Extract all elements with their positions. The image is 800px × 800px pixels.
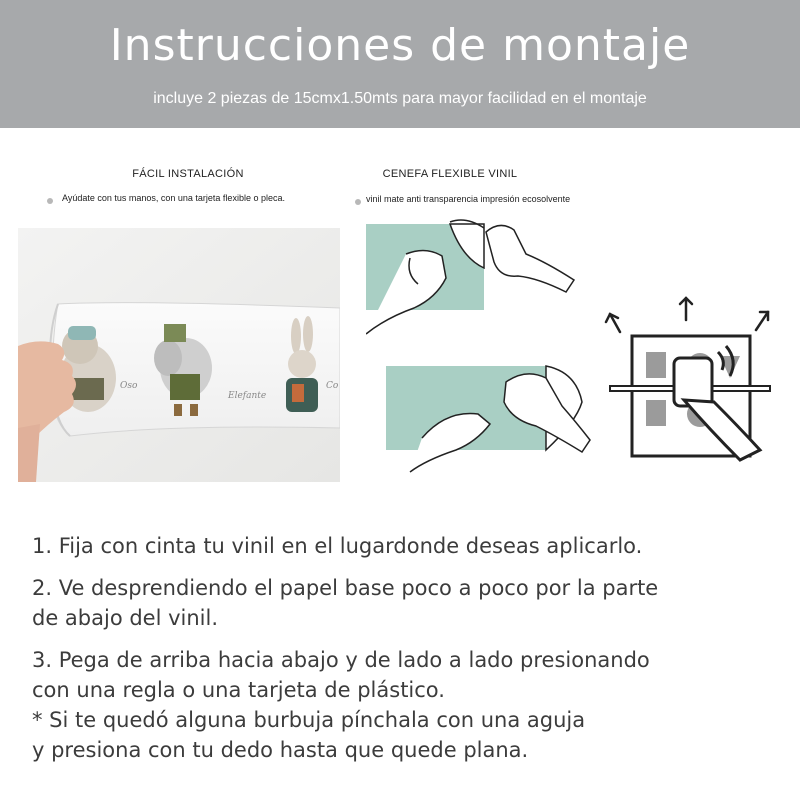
left-column-title: FÁCIL INSTALACIÓN <box>132 168 244 180</box>
photo-label-co: Co <box>326 381 339 391</box>
bullet-icon <box>47 198 53 204</box>
page-subtitle: incluye 2 piezas de 15cmx1.50mts para mayor facilidad en el montaje <box>153 90 647 107</box>
instruction-steps <box>32 531 772 765</box>
photo-label-oso: Oso <box>120 381 138 391</box>
squeegee-illustration <box>600 290 780 470</box>
step-1: 1. Fija con cinta tu vinil en el lugardonde deseas aplicarlo. <box>32 534 643 558</box>
right-column-note: vinil mate anti transparencia impresión ecosolvente <box>366 194 571 204</box>
vinyl-strip-illustration <box>18 228 340 482</box>
right-column-title: CENEFA FLEXIBLE VINIL <box>382 168 518 180</box>
product-photo <box>18 228 340 482</box>
step-2-line-1: 2. Ve desprendiendo el papel base poco a poco por la parte <box>32 576 659 600</box>
step-2-line-2: de abajo del vinil. <box>32 606 219 630</box>
note-line-1: * Si te quedó alguna burbuja pínchala con una aguja <box>32 708 586 732</box>
page-title: Instrucciones de montaje <box>109 20 691 71</box>
bullet-icon <box>355 199 361 205</box>
step-3-line-1: 3. Pega de arriba hacia abajo y de lado a lado presionando <box>32 648 650 672</box>
step-3-line-2: con una regla o una tarjeta de plástico. <box>32 678 445 702</box>
note-line-2: y presiona con tu dedo hasta que quede plana. <box>32 738 529 762</box>
header-banner <box>0 0 800 128</box>
peel-backing-illustration <box>366 218 592 348</box>
left-column-note: Ayúdate con tus manos, con una tarjeta flexible o pleca. <box>62 193 285 203</box>
photo-label-elefante: Elefante <box>228 391 267 401</box>
press-vinyl-illustration <box>386 362 596 474</box>
